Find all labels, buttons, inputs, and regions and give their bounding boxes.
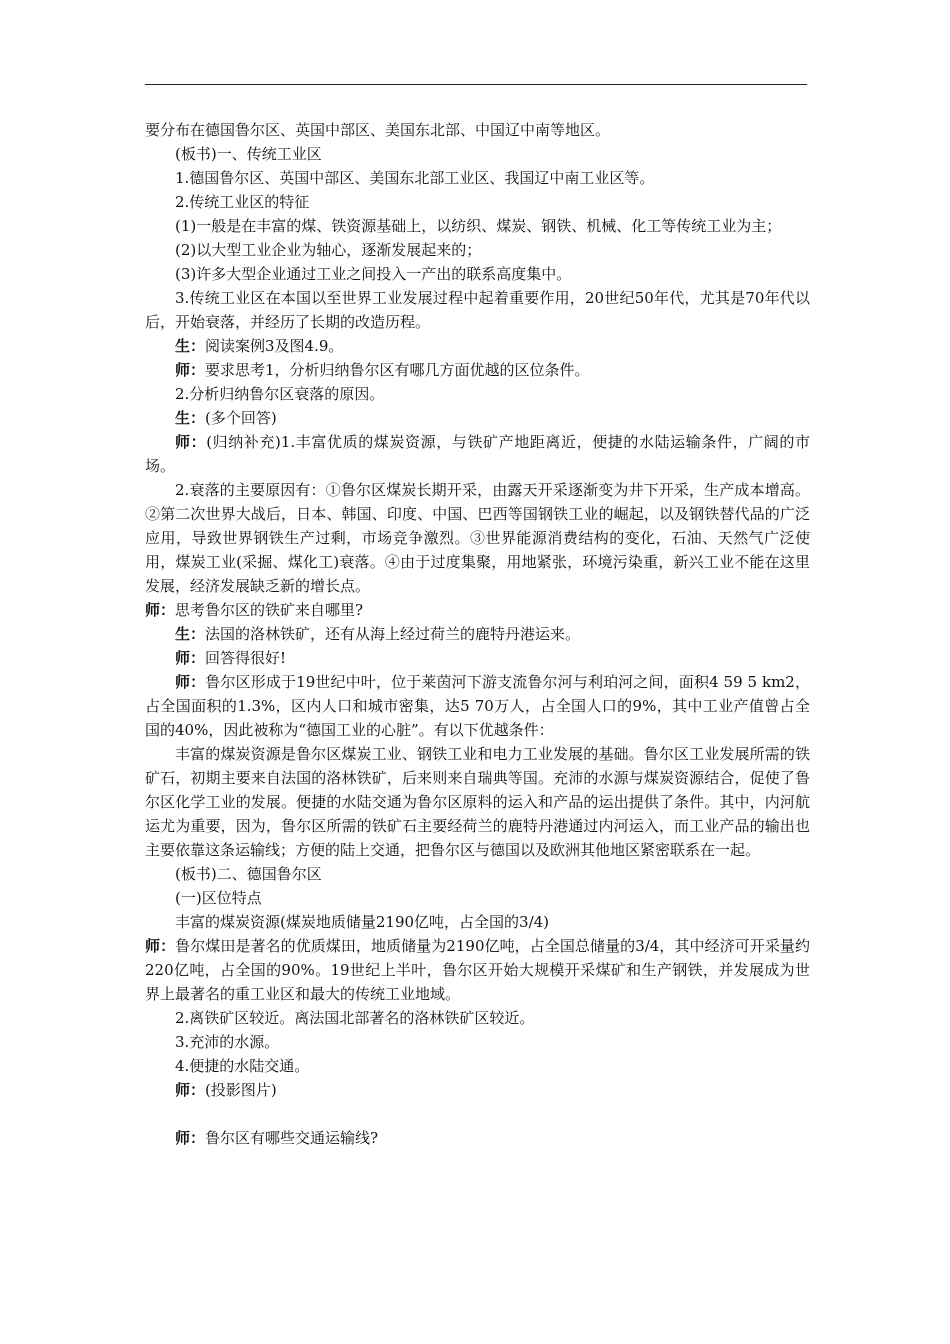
paragraph: 2.分析归纳鲁尔区衰落的原因。 [175,385,385,403]
speaker-label: 师： [175,649,206,667]
board-heading: (板书)一、传统工业区 [175,145,322,163]
paragraph: (2)以大型工业企业为轴心，逐渐发展起来的； [175,241,482,259]
paragraph: 丰富的煤炭资源(煤炭地质储量2190亿吨，占全国的3/4) [175,913,550,931]
dialogue-line: 师：鲁尔区形成于19世纪中叶，位于莱茵河下游支流鲁尔河与利珀河之间，面积4 59 5 km2，占全国面积的1.3%，区内人口和城市密集，达5 70万人，占全国人口的9%，其中工业产值曾占全国的40%，因此被称为“德国工业的心脏”。有以下优越条件： [145,673,810,739]
paragraph: (3)许多大型企业通过工业之间投入一产出的联系高度集中。 [175,265,572,283]
speaker-label: 师： [175,361,206,379]
speaker-label: 师： [175,433,207,451]
dialogue-line: 师：鲁尔区有哪些交通运输线? [175,1129,379,1147]
dialogue-line: 师：要求思考1，分析归纳鲁尔区有哪几方面优越的区位条件。 [175,361,590,379]
header-rule [145,84,807,85]
dialogue-line: 生：阅读案例3及图4.9。 [175,337,344,355]
paragraph: 4.便捷的水陆交通。 [175,1057,310,1075]
dialogue-line: 师：思考鲁尔区的铁矿来自哪里? [145,601,364,619]
speaker-label: 师： [175,673,206,691]
speaker-label: 师： [175,1129,206,1147]
speaker-label: 生： [175,625,206,643]
paragraph: 2.传统工业区的特征 [175,193,310,211]
dialogue-line: 生：法国的洛林铁矿，还有从海上经过荷兰的鹿特丹港运来。 [175,625,581,643]
paragraph: 要分布在德国鲁尔区、英国中部区、美国东北部、中国辽中南等地区。 [145,121,611,139]
paragraph: (1)一般是在丰富的煤、铁资源基础上，以纺织、煤炭、钢铁、机械、化工等传统工业为主； [175,217,782,235]
board-heading: (板书)二、德国鲁尔区 [175,865,322,883]
dialogue-line: 生：(多个回答) [175,409,277,427]
paragraph: 2.离铁矿区较近。离法国北部著名的洛林铁矿区较近。 [175,1009,535,1027]
document-body [145,118,810,1150]
speaker-label: 师： [145,937,176,955]
dialogue-line: 师：(归纳补充)1.丰富优质的煤炭资源，与铁矿产地距离近，便捷的水陆运输条件，广阔的市场。 [145,433,810,475]
blank-line [145,1102,810,1126]
paragraph: 1.德国鲁尔区、英国中部区、美国东北部工业区、我国辽中南工业区等。 [175,169,655,187]
paragraph: 3.充沛的水源。 [175,1033,280,1051]
dialogue-line: 师：回答得很好! [175,649,287,667]
board-subheading: (一)区位特点 [175,889,262,907]
speaker-label: 生： [175,409,206,427]
speaker-label: 生： [175,337,206,355]
paragraph: 2.衰落的主要原因有：①鲁尔区煤炭长期开采，由露天开采逐渐变为井下开采，生产成本增高。②第二次世界大战后，日本、韩国、印度、中国、巴西等国钢铁工业的崛起，以及钢铁替代品的广泛应用，导致世界钢铁生产过剩，市场竞争激烈。③世界能源消费结构的变化，石油、天然气广泛使用，煤炭工业(采掘、煤化工)衰落。④由于过度集聚，用地紧张，环境污染重，新兴工业不能在这里发展，经济发展缺乏新的增长点。 [145,481,810,595]
paragraph: 3.传统工业区在本国以至世界工业发展过程中起着重要作用，20世纪50年代，尤其是70年代以后，开始衰落，并经历了长期的改造历程。 [145,289,810,331]
speaker-label: 师： [175,1081,206,1099]
dialogue-line: 师：(投影图片) [175,1081,277,1099]
paragraph: 丰富的煤炭资源是鲁尔区煤炭工业、钢铁工业和电力工业发展的基础。鲁尔区工业发展所需的铁矿石，初期主要来自法国的洛林铁矿，后来则来自瑞典等国。充沛的水源与煤炭资源结合，促使了鲁尔区化学工业的发展。便捷的水陆交通为鲁尔区原料的运入和产品的运出提供了条件。其中，内河航运尤为重要，因为，鲁尔区所需的铁矿石主要经荷兰的鹿特丹港通过内河运入，而工业产品的输出也主要依靠这条运输线；方便的陆上交通，把鲁尔区与德国以及欧洲其他地区紧密联系在一起。 [145,745,810,859]
dialogue-line: 师：鲁尔煤田是著名的优质煤田，地质储量为2190亿吨，占全国总储量的3/4，其中经济可开采量约220亿吨，占全国的90%。19世纪上半叶，鲁尔区开始大规模开采煤矿和生产钢铁，并发展成为世界上最著名的重工业区和最大的传统工业地域。 [145,937,810,1003]
speaker-label: 师： [145,601,176,619]
